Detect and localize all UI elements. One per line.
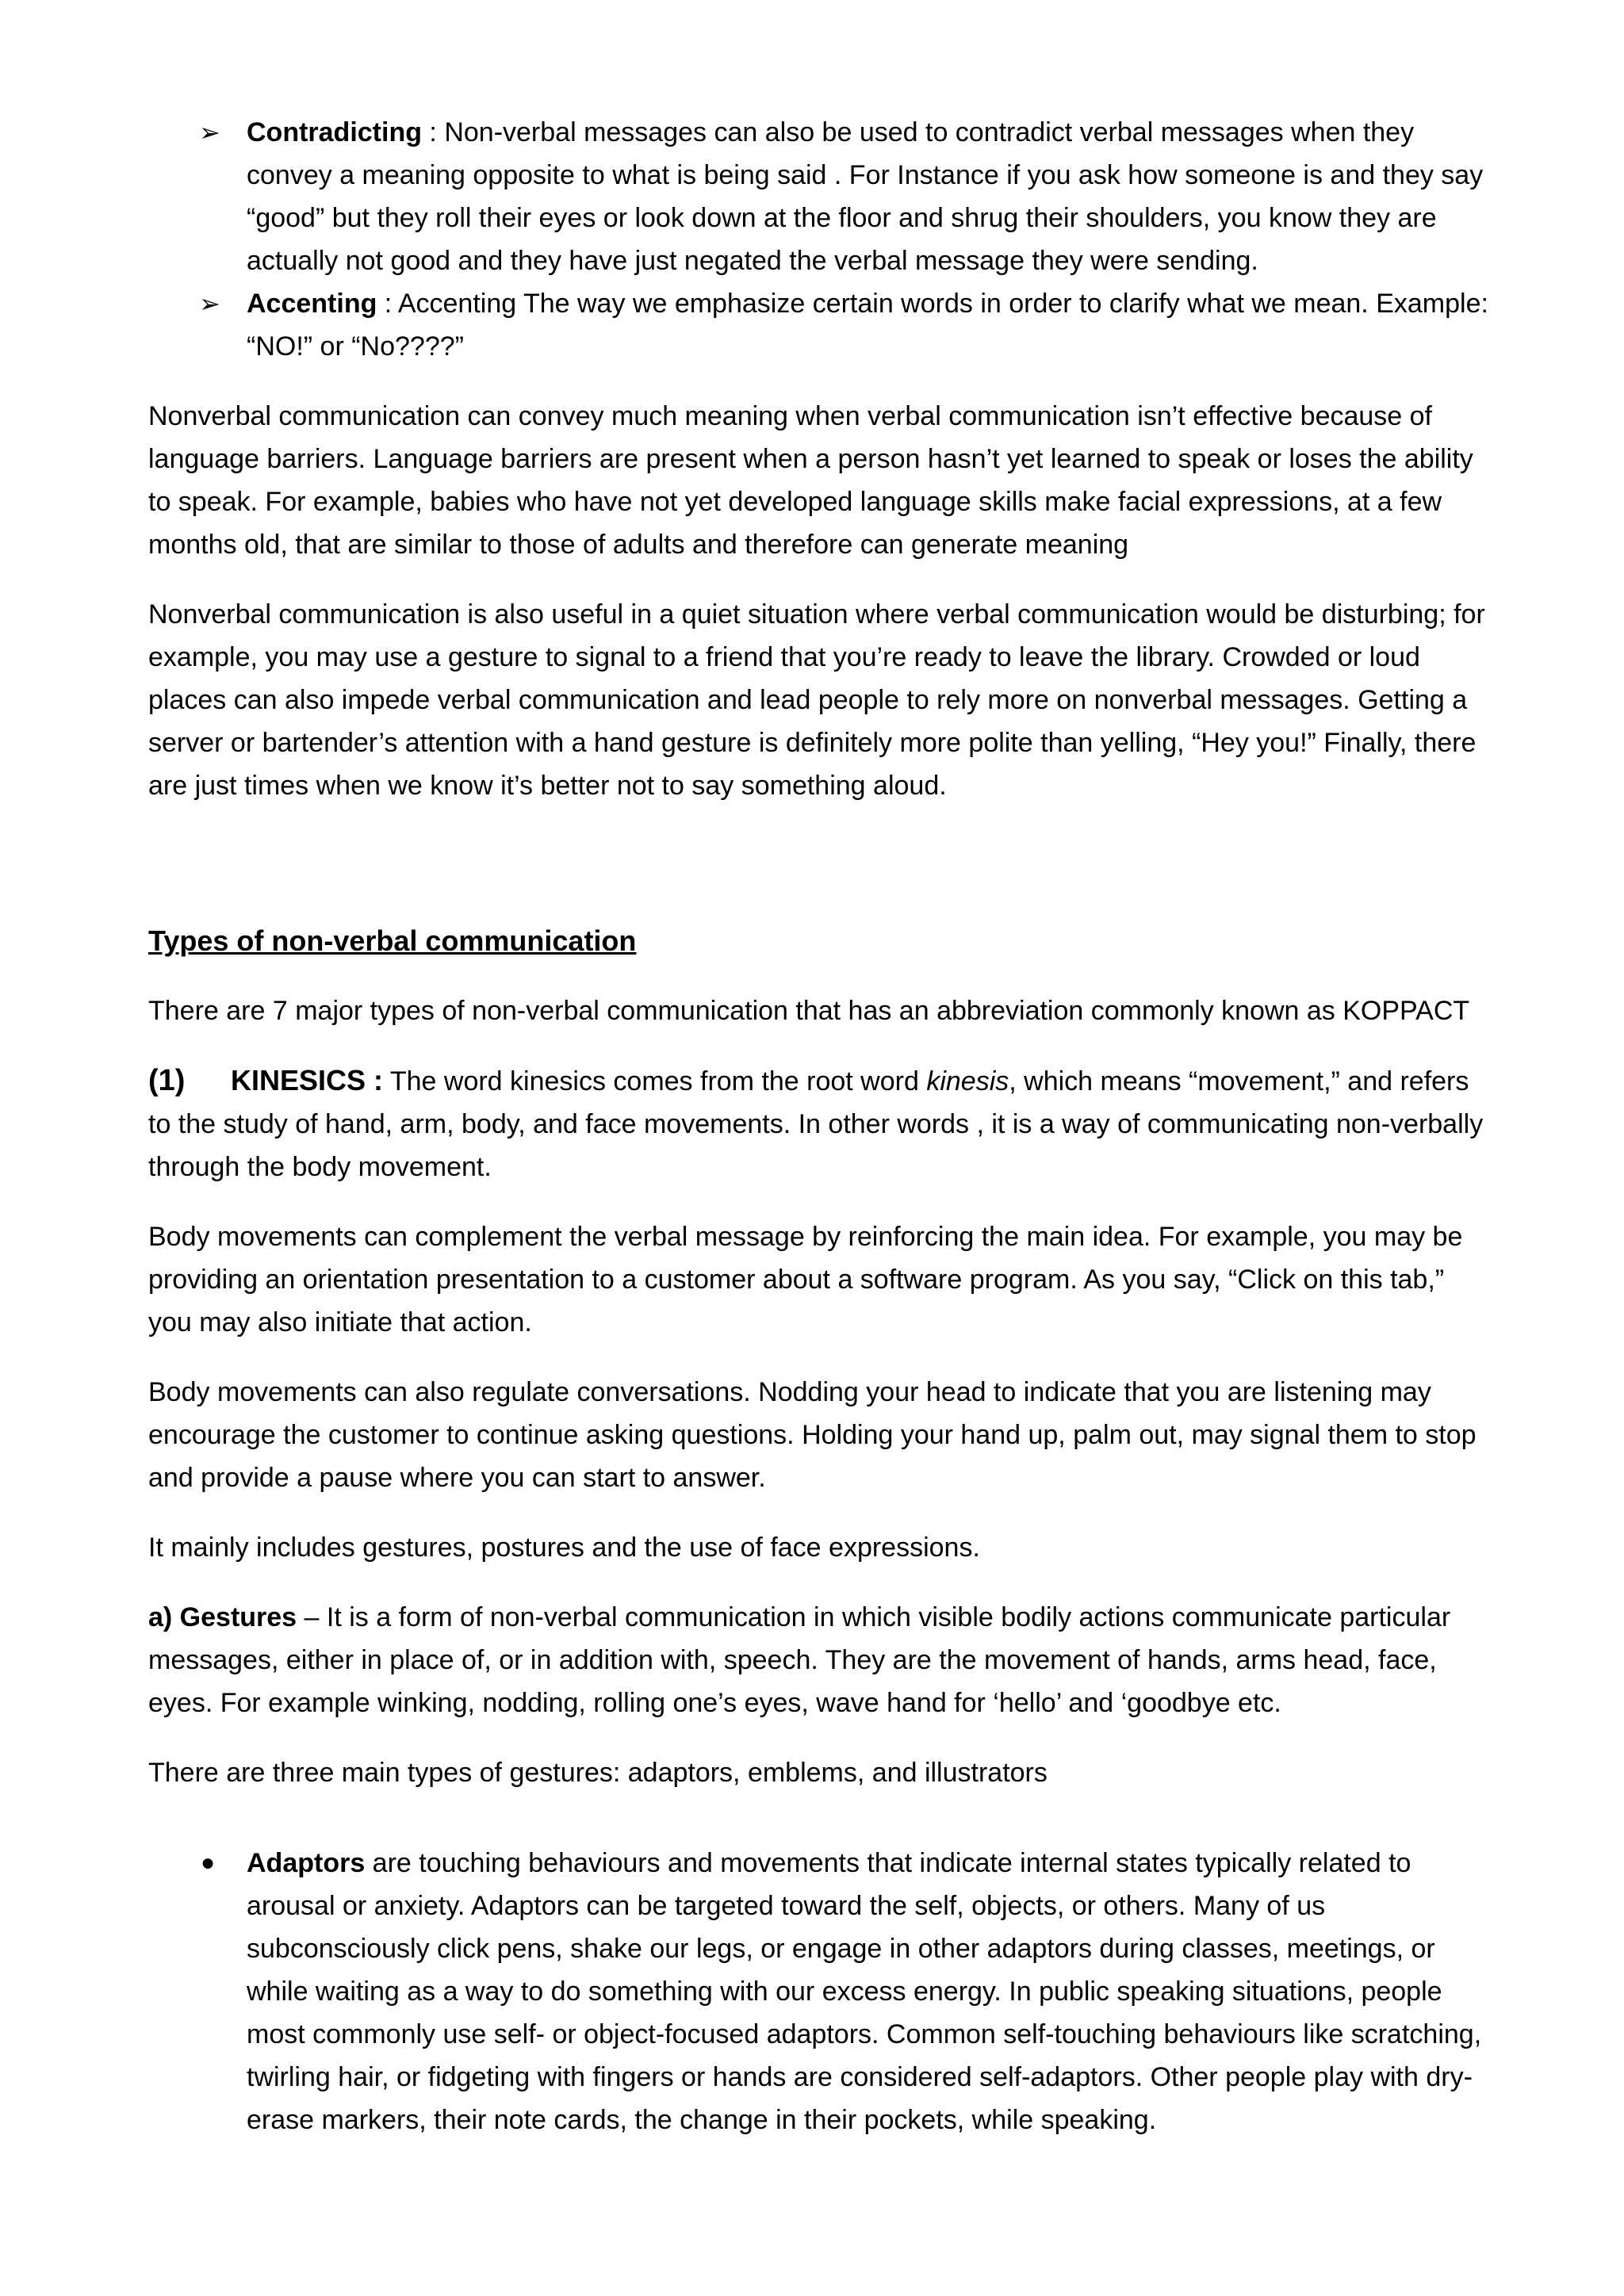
paragraph-regulate: Body movements can also regulate conversations. Nodding your head to indicate that you are listening may encourage the customer to continue asking questions. Holding your hand up, palm out, may signal them to stop and provide a pause where you can start to answer.: [148, 1377, 1477, 1493]
kinesics-title: KINESICS :: [231, 1064, 384, 1096]
arrow-list: [148, 111, 1488, 368]
paragraph-kinesics: [148, 1059, 1488, 1188]
kinesics-number: (1): [148, 1064, 186, 1097]
term-accenting: Accenting: [247, 289, 377, 319]
paragraph-complement: Body movements can complement the verbal message by reinforcing the main idea. For example, you may be providing an orientation presentation to a customer about a software program. As you say, “Click on this tab,” you may also initiate that action.: [148, 1222, 1463, 1337]
bullet-dot-icon: ●: [201, 1850, 216, 1876]
paragraph-includes: It mainly includes gestures, postures and the use of face expressions.: [148, 1533, 980, 1563]
text-adaptors: are touching behaviours and movements that indicate internal states typically related to arousal or anxiety. Adaptors can be targeted toward the self, objects, or others. Many of us subconsciously click pens, shake our legs, or engage in other adaptors during classes, meetings, or while waiting as a way to do something with our excess energy. In public speaking situations, people most commonly use self- or object-focused adaptors. Common self-touching behaviours like scratching, twirling hair, or fidgeting with fingers or hands are considered self-adaptors. Other people play with dry-erase markers, their note cards, the change in their pockets, while speaking.: [247, 1848, 1482, 2135]
kinesics-text-after: , which means “movement,” and refers to the study of hand, arm, body, and face movements. In other words , it is a way of communicating non-verbally through the body movement.: [148, 1066, 1484, 1182]
paragraph-three-types: There are three main types of gestures: adaptors, emblems, and illustrators: [148, 1758, 1048, 1788]
kinesics-text-before: The word kinesics comes from the root word: [383, 1066, 927, 1096]
list-item-accenting: [148, 282, 1488, 368]
section-spacer: [148, 834, 1488, 920]
document-page: [148, 111, 1488, 2141]
section-heading: Types of non-verbal communication: [148, 924, 637, 957]
paragraph-quiet-situation: Nonverbal communication is also useful in a quiet situation where verbal communication would be disturbing; for example, you may use a gesture to signal to a friend that you’re ready to leave the library. Crowded or loud places can also impede verbal communication and lead people to rely more on nonverbal messages. Getting a server or bartender’s attention with a hand gesture is definitely more polite than yelling, “Hey you!” Finally, there are just times when we know it’s better not to say something aloud.: [148, 599, 1485, 801]
paragraph-types: There are 7 major types of non-verbal communication that has an abbreviation commonly known as KOPPACT: [148, 996, 1470, 1026]
gestures-label: a) Gestures: [148, 1602, 297, 1632]
list-item-adaptors: [148, 1842, 1488, 2141]
paragraph-gestures: [148, 1596, 1488, 1724]
term-contradicting: Contradicting: [247, 117, 422, 147]
bullet-list: [148, 1842, 1488, 2141]
kinesics-italic-word: kinesis: [926, 1066, 1009, 1096]
term-adaptors: Adaptors: [247, 1848, 366, 1878]
text-contradicting: : Non-verbal messages can also be used to contradict verbal messages when they convey a meaning opposite to what is being said . For Instance if you ask how someone is and they say “good” but they roll their eyes or look down at the floor and shrug their shoulders, you know they are actually not good and they have just negated the verbal message they were sending.: [247, 117, 1484, 276]
paragraph-language-barriers: Nonverbal communication can convey much meaning when verbal communication isn’t effective because of language barriers. Language barriers are present when a person hasn’t yet learned to speak or loses the ability to speak. For example, babies who have not yet developed language skills make facial expressions, at a few months old, that are similar to those of adults and therefore can generate meaning: [148, 401, 1473, 560]
list-item-contradicting: [148, 111, 1488, 282]
gestures-text: – It is a form of non-verbal communication in which visible bodily actions communicate particular messages, either in place of, or in addition with, speech. They are the movement of hands, arms head, face, eyes. For example winking, nodding, rolling one’s eyes, wave hand for ‘hello’ and ‘goodbye etc.: [148, 1602, 1451, 1718]
text-accenting: : Accenting The way we emphasize certain words in order to clarify what we mean. Example: “NO!” or “No????”: [247, 289, 1488, 362]
arrow-bullet-icon: ➢: [199, 118, 220, 147]
arrow-bullet-icon: ➢: [199, 289, 220, 318]
